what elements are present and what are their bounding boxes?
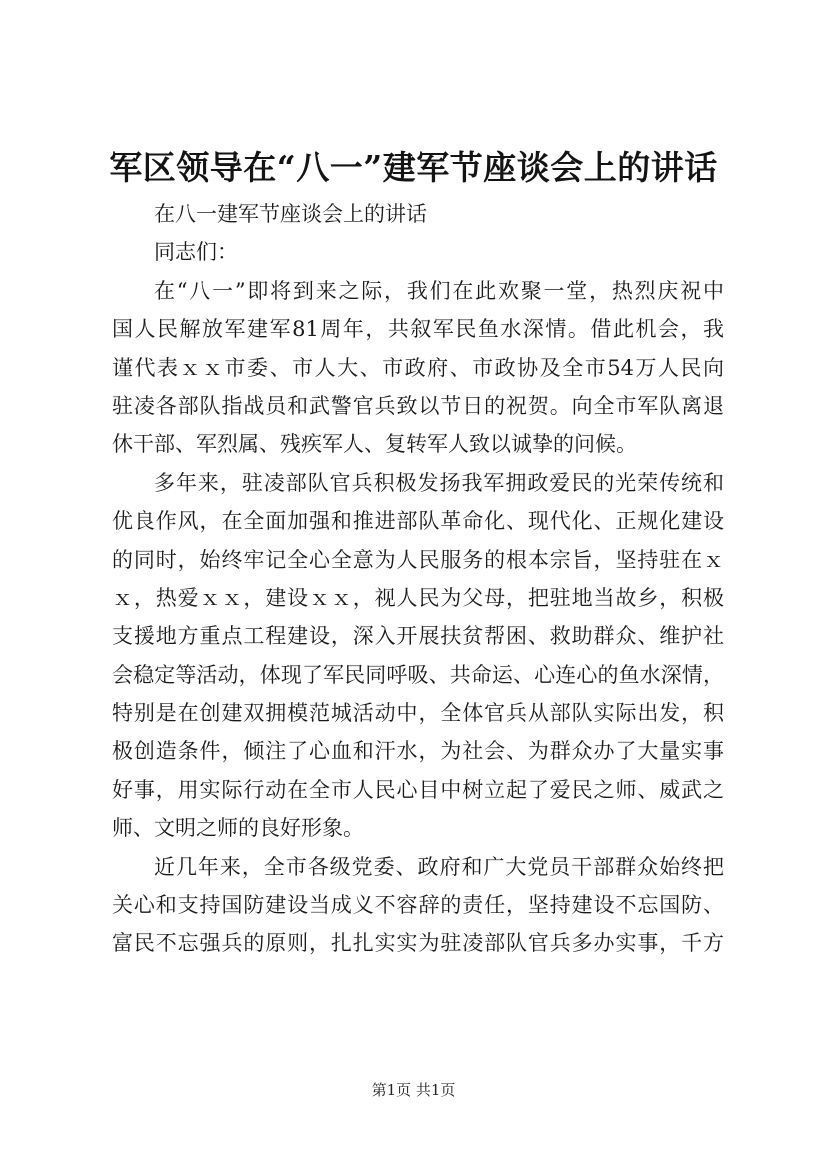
paragraph-line: 优良作风，在全面加强和推进部队革命化、现代化、正规化建设 <box>112 509 724 534</box>
paragraph-line: 极创造条件，倾注了心血和汗水，为社会、为群众办了大量实事 <box>112 739 724 764</box>
paragraph-line: ｘ，热爱ｘｘ，建设ｘｘ，视人民为父母，把驻地当故乡，积极 <box>112 585 724 610</box>
paragraph-line: 支援地方重点工程建设，深入开展扶贫帮困、救助群众、维护社 <box>112 624 724 649</box>
paragraph-line: 休干部、军烈属、残疾军人、复转军人致以诚挚的问候。 <box>112 432 637 457</box>
subtitle-line: 在八一建军节座谈会上的讲话 <box>154 202 427 226</box>
paragraph-line: 师、文明之师的良好形象。 <box>112 816 364 841</box>
paragraph-line: 特别是在创建双拥模范城活动中，全体官兵从部队实际出发，积 <box>112 701 724 726</box>
page-number-footer: 第1页 共1页 <box>371 1081 456 1099</box>
document-title: 军区领导在“八一”建军节座谈会上的讲话 <box>109 148 718 187</box>
paragraph-line: 国人民解放军建军81周年，共叙军民鱼水深情。借此机会，我 <box>112 317 724 342</box>
paragraph-line: 的同时，始终牢记全心全意为人民服务的根本宗旨，坚持驻在ｘ <box>112 547 724 572</box>
paragraph-line: 多年来，驻凌部队官兵积极发扬我军拥政爱民的光荣传统和 <box>154 470 724 495</box>
paragraph-line: 好事，用实际行动在全市人民心目中树立起了爱民之师、威武之 <box>112 777 724 802</box>
salutation-line: 同志们： <box>154 240 238 265</box>
paragraph-line: 会稳定等活动，体现了军民同呼吸、共命运、心连心的鱼水深情， <box>112 662 724 687</box>
paragraph-line: 富民不忘强兵的原则，扎扎实实为驻凌部队官兵多办实事，千方 <box>112 931 724 956</box>
paragraph-line: 近几年来，全市各级党委、政府和广大党员干部群众始终把 <box>154 854 724 879</box>
paragraph-line: 在“八一”即将到来之际，我们在此欢聚一堂，热烈庆祝中 <box>154 278 724 303</box>
paragraph-line: 驻凌各部队指战员和武警官兵致以节日的祝贺。向全市军队离退 <box>112 393 724 418</box>
paragraph-line: 关心和支持国防建设当成义不容辞的责任，坚持建设不忘国防、 <box>112 893 724 918</box>
document-body <box>112 195 724 963</box>
paragraph-line: 谨代表ｘｘ市委、市人大、市政府、市政协及全市54万人民向 <box>112 355 724 380</box>
